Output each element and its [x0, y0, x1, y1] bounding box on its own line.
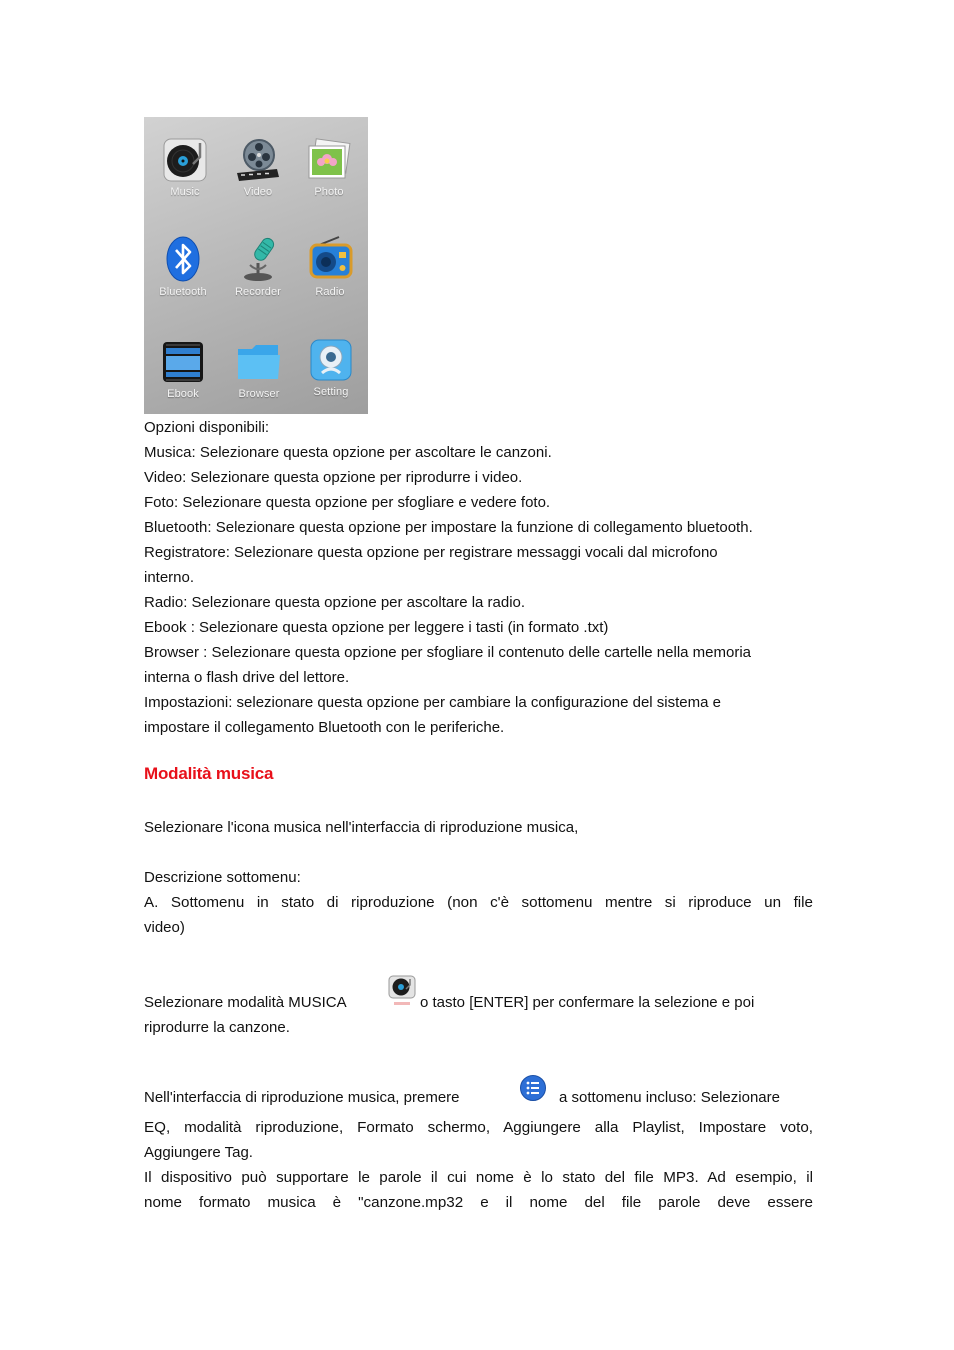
- app-label: Bluetooth: [159, 286, 207, 298]
- film-reel-icon: [233, 137, 283, 183]
- option-line: Foto: Selezionare questa opzione per sfogliare e vedere foto.: [144, 494, 551, 511]
- app-photo[interactable]: [294, 137, 364, 198]
- app-label: Setting: [313, 386, 349, 398]
- text-segment: Selezionare modalità MUSICA: [144, 994, 347, 1011]
- paragraph: a sottomenu incluso: Selezionare: [559, 1089, 780, 1106]
- app-label: Video: [243, 186, 273, 198]
- paragraph: Selezionare l'icona musica nell'interfaccia di riproduzione musica,: [144, 819, 579, 836]
- paragraph: Aggiungere Tag.: [144, 1144, 253, 1161]
- app-radio[interactable]: [295, 235, 365, 298]
- option-line: interna o flash drive del lettore.: [144, 669, 350, 686]
- paragraph: o tasto [ENTER] per confermare la selezione e poi: [420, 994, 755, 1011]
- option-line: Radio: Selezionare questa opzione per ascoltare la radio.: [144, 594, 526, 611]
- ebook-icon: [160, 339, 206, 385]
- option-line: Browser : Selezionare questa opzione per sfogliare il contenuto delle cartelle nella memoria: [144, 644, 752, 661]
- option-line: Impostazioni: selezionare questa opzione per cambiare la configurazione del sistema e: [144, 694, 721, 711]
- turntable-icon: [162, 137, 208, 183]
- music-mode-icon: [388, 975, 416, 1009]
- paragraph-justified: Il dispositivo può supportare le parole il cui nome è lo stato del file MP3. Ad esempio, il: [144, 1169, 813, 1186]
- app-video[interactable]: [223, 137, 293, 198]
- folder-icon: [234, 339, 284, 385]
- paragraph-justified: nome formato musica è "canzone.mp32 e il nome del file parole deve essere: [144, 1194, 813, 1211]
- app-music[interactable]: [150, 137, 220, 198]
- app-label: Ebook: [167, 388, 199, 400]
- option-line: Musica: Selezionare questa opzione per ascoltare le canzoni.: [144, 444, 552, 461]
- app-label: Photo: [314, 186, 344, 198]
- paragraph: riprodurre la canzone.: [144, 1019, 290, 1036]
- option-line: Bluetooth: Selezionare questa opzione per impostare la funzione di collegamento bluetooth.: [144, 519, 753, 536]
- app-label: Radio: [315, 286, 345, 298]
- webcam-settings-icon: [308, 337, 354, 383]
- paragraph: Nell'interfaccia di riproduzione musica, premere: [144, 1089, 460, 1106]
- paragraph-justified: A. Sottomenu in stato di riproduzione (non c'è sottomenu mentre si riproduce un file: [144, 894, 813, 911]
- menu-list-icon: [519, 1074, 547, 1102]
- option-line: impostare il collegamento Bluetooth con le periferiche.: [144, 719, 505, 736]
- app-ebook[interactable]: [148, 339, 218, 400]
- option-line: Ebook : Selezionare questa opzione per leggere i tasti (in formato .txt): [144, 619, 609, 636]
- app-recorder[interactable]: [223, 235, 293, 298]
- app-bluetooth[interactable]: [148, 235, 218, 298]
- app-browser[interactable]: [224, 339, 294, 400]
- microphone-icon: [233, 235, 283, 283]
- options-intro: Opzioni disponibili:: [144, 419, 270, 436]
- paragraph-justified: EQ, modalità riproduzione, Formato schermo, Aggiungere alla Playlist, Impostare voto,: [144, 1119, 813, 1136]
- option-line: Video: Selezionare questa opzione per riprodurre i video.: [144, 469, 523, 486]
- option-line: interno.: [144, 569, 195, 586]
- photo-flower-icon: [304, 137, 354, 183]
- paragraph: Descrizione sottomenu:: [144, 869, 301, 886]
- app-setting[interactable]: [296, 337, 366, 398]
- paragraph: [144, 990, 347, 1015]
- bluetooth-icon: [160, 235, 206, 283]
- device-menu-screenshot: [144, 117, 368, 414]
- section-heading: Modalità musica: [144, 764, 274, 783]
- app-label: Recorder: [234, 286, 282, 298]
- option-line: Registratore: Selezionare questa opzione per registrare messaggi vocali dal microfono: [144, 544, 718, 561]
- app-label: Browser: [238, 388, 280, 400]
- paragraph: video): [144, 919, 185, 936]
- app-label: Music: [170, 186, 200, 198]
- radio-icon: [305, 235, 355, 283]
